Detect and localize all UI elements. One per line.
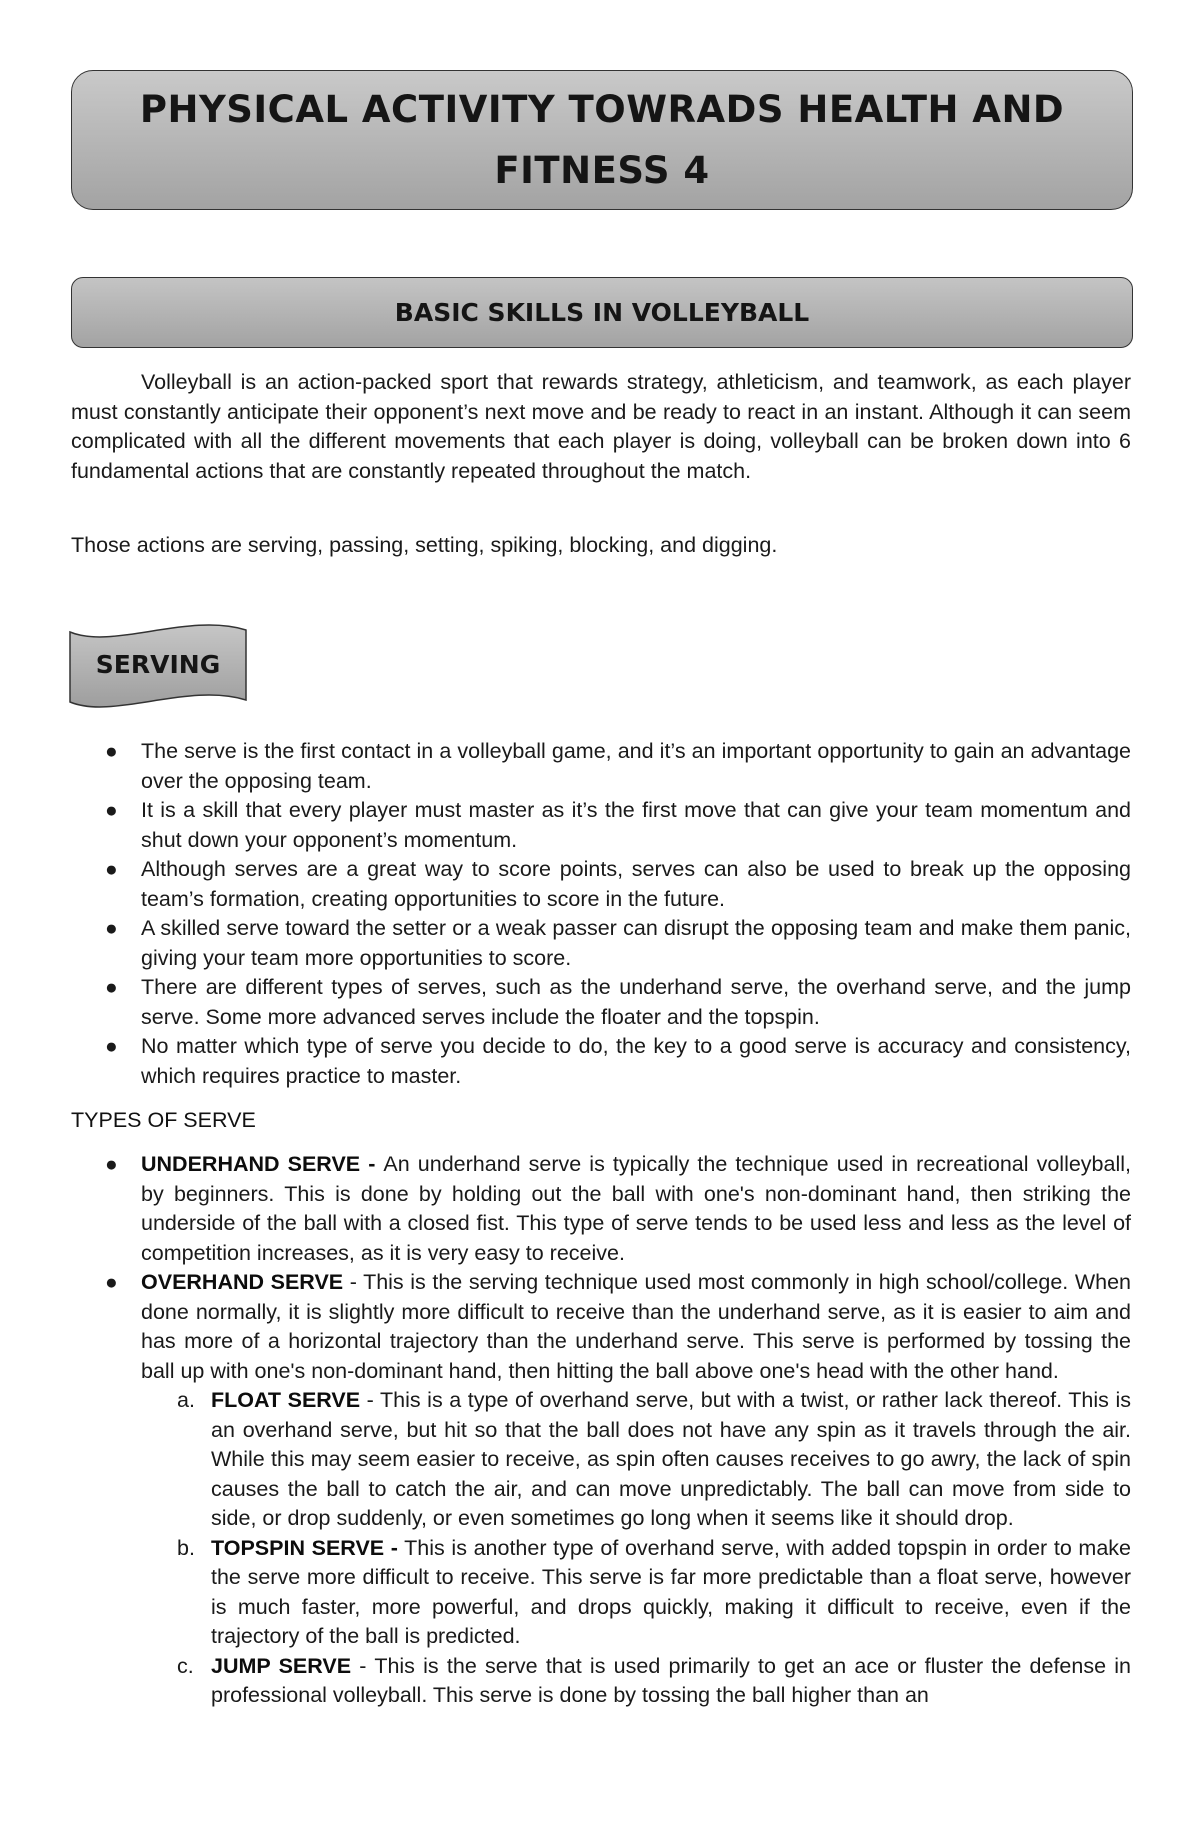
bullet-icon: ● — [105, 917, 118, 940]
page-title: PHYSICAL ACTIVITY TOWRADS HEALTH AND FITNESS 4 — [139, 88, 1065, 192]
jump-serve-item: c. JUMP SERVE - This is the serve that is used primarily to get an ace or fluster the defense in professional volleyball. This serve is done by tossing the ball higher than an — [177, 1653, 1131, 1707]
bullet-icon: ● — [105, 858, 118, 881]
list-item: ● It is a skill that every player must master as it’s the first move that can give your team momentum and shut down your opponent’s momentum. — [105, 798, 1131, 852]
section-title-banner — [71, 277, 1133, 348]
bullet-icon: ● — [105, 1271, 118, 1294]
overhand-serve-term: OVERHAND SERVE — [141, 1270, 344, 1294]
overhand-subtypes-list — [141, 1386, 1131, 1711]
list-item: ● Although serves are a great way to score points, serves can also be used to break up the opposing team’s formation, creating opportunities to score in the future. — [105, 857, 1131, 911]
underhand-serve-text: An underhand serve is typically the technique used in recreational volleyball, by beginners. This is done by holding out the ball with one's non-dominant hand, then striking the underside of the ball with a closed fist. This type of serve tends to be used less and less as the level of competition increases, as it is very easy to receive. — [141, 1152, 1132, 1265]
jump-serve-term: JUMP SERVE — [211, 1653, 352, 1678]
intro-paragraph: Volleyball is an action-packed sport that rewards strategy, athleticism, and teamwork, as each player must constantly anticipate their opponent’s next move and be ready to react in an instant. Although it can seem complicated with all the different movements that each player is doing, volleyball can be broken down into 6 fundamental actions that are constantly repeated throughout the match. — [71, 370, 1131, 483]
actions-paragraph: Those actions are serving, passing, setting, spiking, blocking, and digging. — [71, 533, 778, 557]
underhand-serve-item: ● UNDERHAND SERVE - An underhand serve is typically the technique used in recreational volleyball, by beginners. This is done by holding out the ball with one's non-dominant hand, then striking the underside of the ball with a closed fist. This type of serve tends to be used less and less as the level of competition increases, as it is very easy to receive. — [105, 1152, 1132, 1265]
list-item: ● There are different types of serves, such as the underhand serve, the overhand serve, and the jump serve. Some more advanced serves include the floater and the topspin. — [105, 975, 1131, 1029]
bullet-icon: ● — [105, 799, 118, 822]
bullet-icon: ● — [105, 976, 118, 999]
float-serve-item: a. FLOAT SERVE - This is a type of overhand serve, but with a twist, or rather lack thereof. This is an overhand serve, but hit so that the ball does not have any spin as it travels through the air. While this may seem easier to receive, as spin often causes receives to go awry, the lack of spin causes the ball to catch the air, and can move unpredictably. The ball can move from side to side, or drop suddenly, or even sometimes go long when it seems like it should drop. — [177, 1388, 1131, 1530]
serving-label: SERVING — [95, 650, 221, 679]
bullet-icon: ● — [105, 1035, 118, 1058]
list-item: ● The serve is the first contact in a volleyball game, and it’s an important opportunity to gain an advantage over the opposing team. — [105, 739, 1131, 793]
underhand-serve-term: UNDERHAND SERVE — [141, 1152, 361, 1176]
overhand-serve-text: This is the serving technique used most commonly in high school/college. When done normally, it is slightly more difficult to receive than the underhand serve, as it is easier to aim and has more of a horizontal trajectory than the underhand serve. This serve is performed by tossing the ball up with one's non-dominant hand, then hitting the ball above one's head with the other hand. — [141, 1270, 1131, 1383]
list-item: ● No matter which type of serve you decide to do, the key to a good serve is accuracy and consistency, which requires practice to master. — [105, 1034, 1131, 1088]
section-title: BASIC SKILLS IN VOLLEYBALL — [394, 298, 810, 327]
overhand-serve-item: ● OVERHAND SERVE - This is the serving technique used most commonly in high school/college. When done normally, it is slightly more difficult to receive than the underhand serve, as it is easier to aim and has more of a horizontal trajectory than the underhand serve. This serve is performed by tossing the ball up with one's non-dominant hand, then hitting the ball above one's head with the other hand. a. FLOAT SERVE - This is a type of overhand serve, but with a twist, or rather lack thereof. This is an overhand serve, but hit so that the ball does not have any spin as it travels through the air. While this may seem easier to receive, as spin often causes receives to go awry, the lack of spin causes the ball to catch the air, and can move unpredictably. The ball can move from side to side, or drop suddenly, or even sometimes go long when it seems like it should drop. b. TOPSPIN SERVE - This is another type of overhand serve, with added topspin in order to make the serve more difficult to receive. This serve is far more predictable than a float serve, however is much faster, more powerful, and drops quickly, making it difficult to receive, even if the trajectory of the ball is predicted. c. JUMP SERVE - This is the serve that is used primarily to get an ace or fluster the defense in professional volleyball. This serve is done by tossing the ball higher than an — [71, 1268, 1131, 1711]
page-title-banner — [71, 70, 1133, 210]
topspin-serve-term: TOPSPIN SERVE - — [211, 1535, 398, 1560]
serving-bullet-list — [71, 737, 1131, 1091]
topspin-serve-item: b. TOPSPIN SERVE - This is another type of overhand serve, with added topspin in order to make the serve more difficult to receive. This serve is far more predictable than a float serve, however is much faster, more powerful, and drops quickly, making it difficult to receive, even if the trajectory of the ball is predicted. — [177, 1535, 1131, 1648]
list-item: ● A skilled serve toward the setter or a weak passer can disrupt the opposing team and make them panic, giving your team more opportunities to score. — [105, 916, 1131, 970]
bullet-icon: ● — [105, 1153, 118, 1176]
serving-flag-label — [68, 620, 248, 714]
bullet-icon: ● — [105, 740, 118, 763]
float-serve-term: FLOAT SERVE — [211, 1388, 361, 1412]
types-of-serve-heading: TYPES OF SERVE — [71, 1108, 256, 1132]
serve-types-list — [71, 1150, 1131, 1711]
